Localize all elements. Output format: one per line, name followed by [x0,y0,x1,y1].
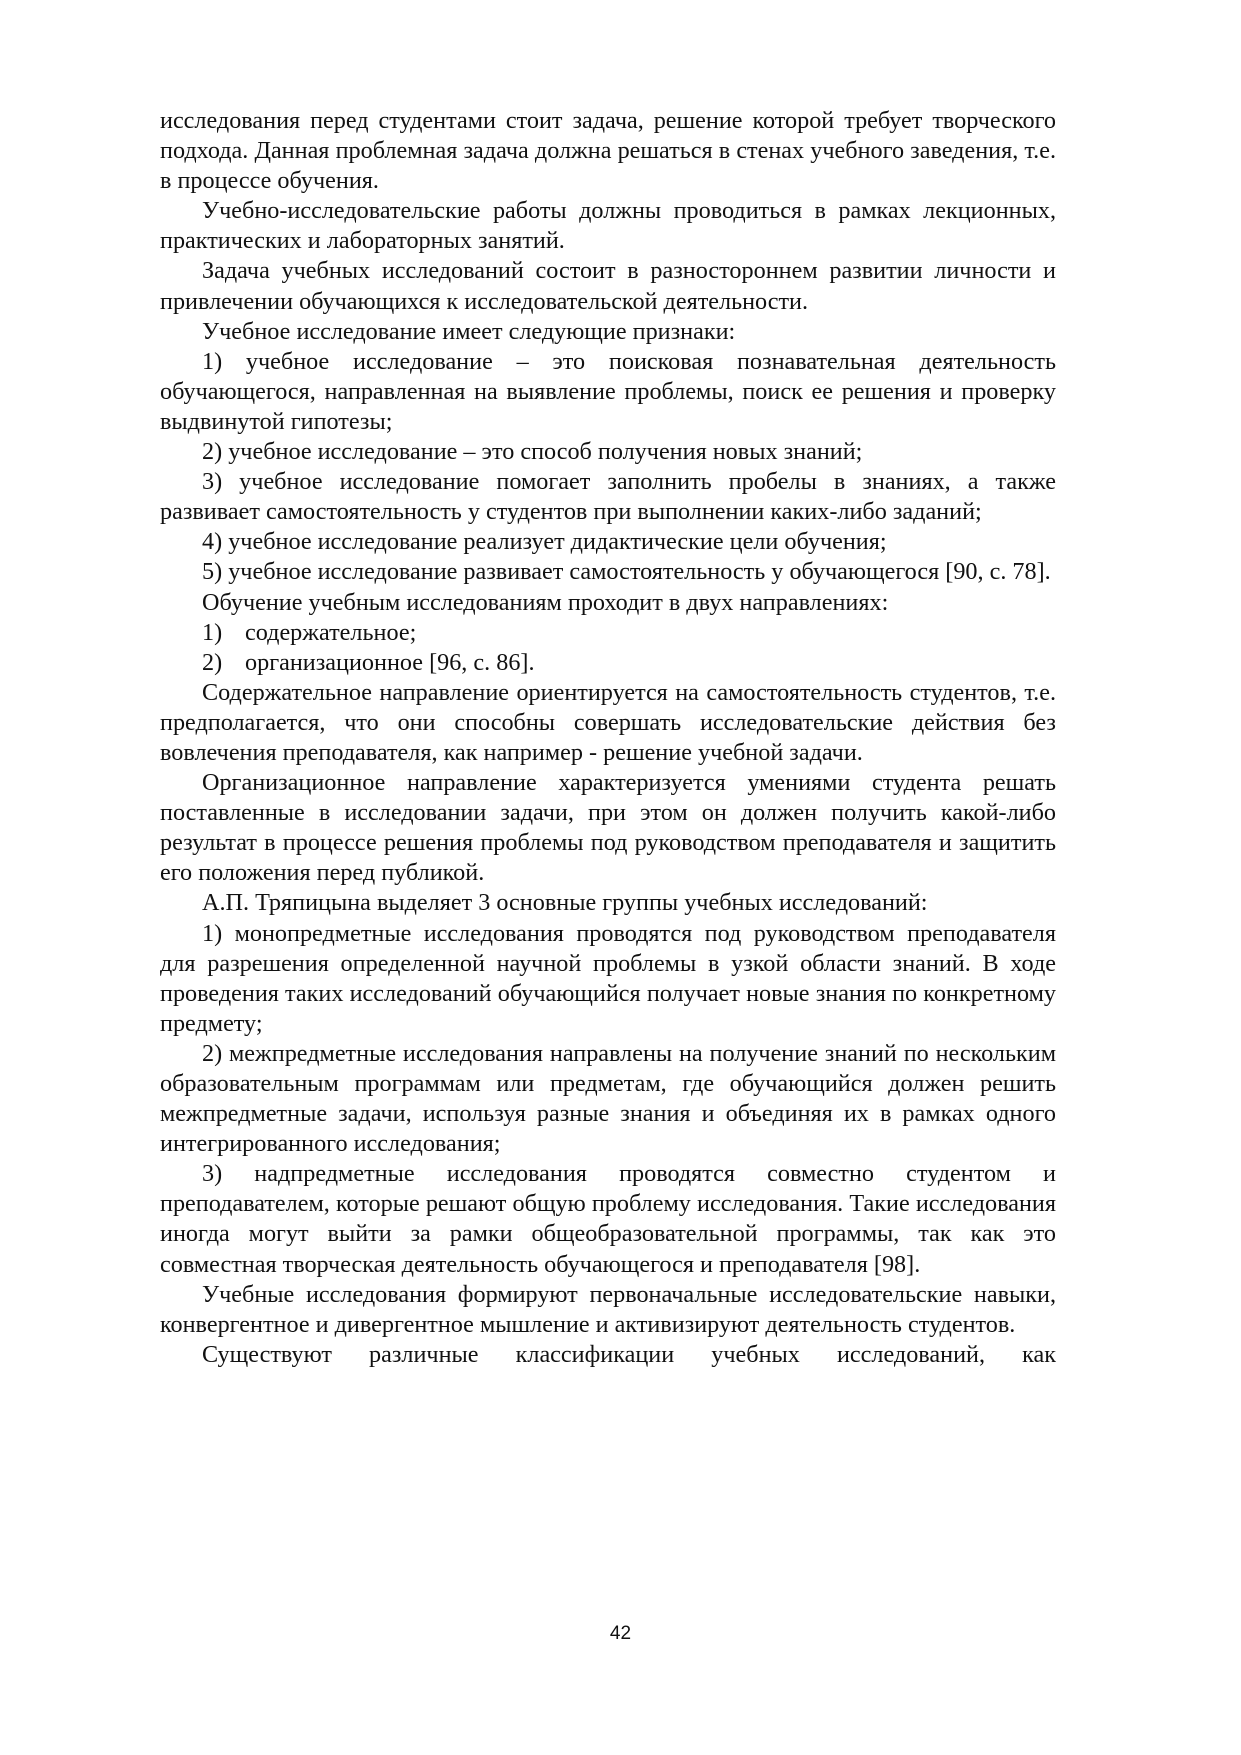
feature-item-3: 3) учебное исследование помогает заполнить пробелы в знаниях, а также развивает самостоятельность у студентов при выполнении каких-либо заданий; [160,468,1056,526]
group-item-1: 1) монопредметные исследования проводятся под руководством преподавателя для разрешения определенной научной проблемы в узкой области знаний. В ходе проведения таких исследований обучающийся получает новые знания по конкретному предмету; [160,919,1056,1037]
paragraph-classifications: Существуют различные классификации учебных исследований, как [202,1340,1056,1368]
direction-item-1 [160,618,1056,648]
feature-item-5: 5) учебное исследование развивает самостоятельность у обучающегося [90, с. 78]. [202,558,1051,586]
paragraph-research-works: Учебно-исследовательские работы должны проводиться в рамках лекционных, практических и лабораторных занятий. [160,197,1056,255]
paragraph-features-intro: Учебное исследование имеет следующие признаки: [202,317,736,345]
paragraph-directions-intro: Обучение учебным исследованиям проходит в двух направлениях: [202,588,889,616]
feature-item-1: 1) учебное исследование – это поисковая познавательная деятельность обучающегося, направленная на выявление проблемы, поиск ее решения и проверку выдвинутой гипотезы; [160,347,1056,435]
direction-item-2 [160,648,1056,678]
list-number: 2) [202,648,223,676]
paragraph-groups-intro: А.П. Тряпицына выделяет 3 основные группы учебных исследований: [202,889,928,917]
paragraph-task: Задача учебных исследований состоит в разностороннем развитии личности и привлечении обучающихся к исследовательской деятельности. [160,257,1056,315]
list-text: содержательное; [245,618,417,646]
feature-item-2: 2) учебное исследование – это способ получения новых знаний; [202,438,863,466]
page-number: 42 [609,1623,632,1644]
list-number: 1) [202,618,223,646]
list-text: организационное [96, с. 86]. [245,648,535,676]
feature-item-4: 4) учебное исследование реализует дидактические цели обучения; [202,528,887,556]
group-item-2: 2) межпредметные исследования направлены на получение знаний по нескольким образовательным программам или предметам, где обучающийся должен решить межпредметные задачи, используя разные знания и объединяя их в рамках одного интегрированного исследования; [160,1039,1056,1158]
document-page [160,106,1056,1370]
paragraph-skills: Учебные исследования формируют первоначальные исследовательские навыки, конвергентное и дивергентное мышление и активизируют деятельность студентов. [160,1280,1056,1338]
paragraph-organizational-direction: Организационное направление характеризуется умениями студента решать поставленные в исследовании задачи, при этом он должен получить какой-либо результат в процессе решения проблемы под руководством преподавателя и защитить его положения перед публикой. [160,769,1056,887]
paragraph-continuation: исследования перед студентами стоит задача, решение которой требует творческого подхода. Данная проблемная задача должна решаться в стенах учебного заведения, т.е. в процессе обучения. [160,107,1056,195]
paragraph-content-direction: Содержательное направление ориентируется на самостоятельность студентов, т.е. предполагается, что они способны совершать исследовательские действия без вовлечения преподавателя, как например - решение учебной задачи. [160,678,1056,766]
group-item-3: 3) надпредметные исследования проводятся совместно студентом и преподавателем, которые решают общую проблему исследования. Такие исследования иногда могут выйти за рамки общеобразовательной программы, так как это совместная творческая деятельность обучающегося и преподавателя [98]. [160,1160,1056,1278]
